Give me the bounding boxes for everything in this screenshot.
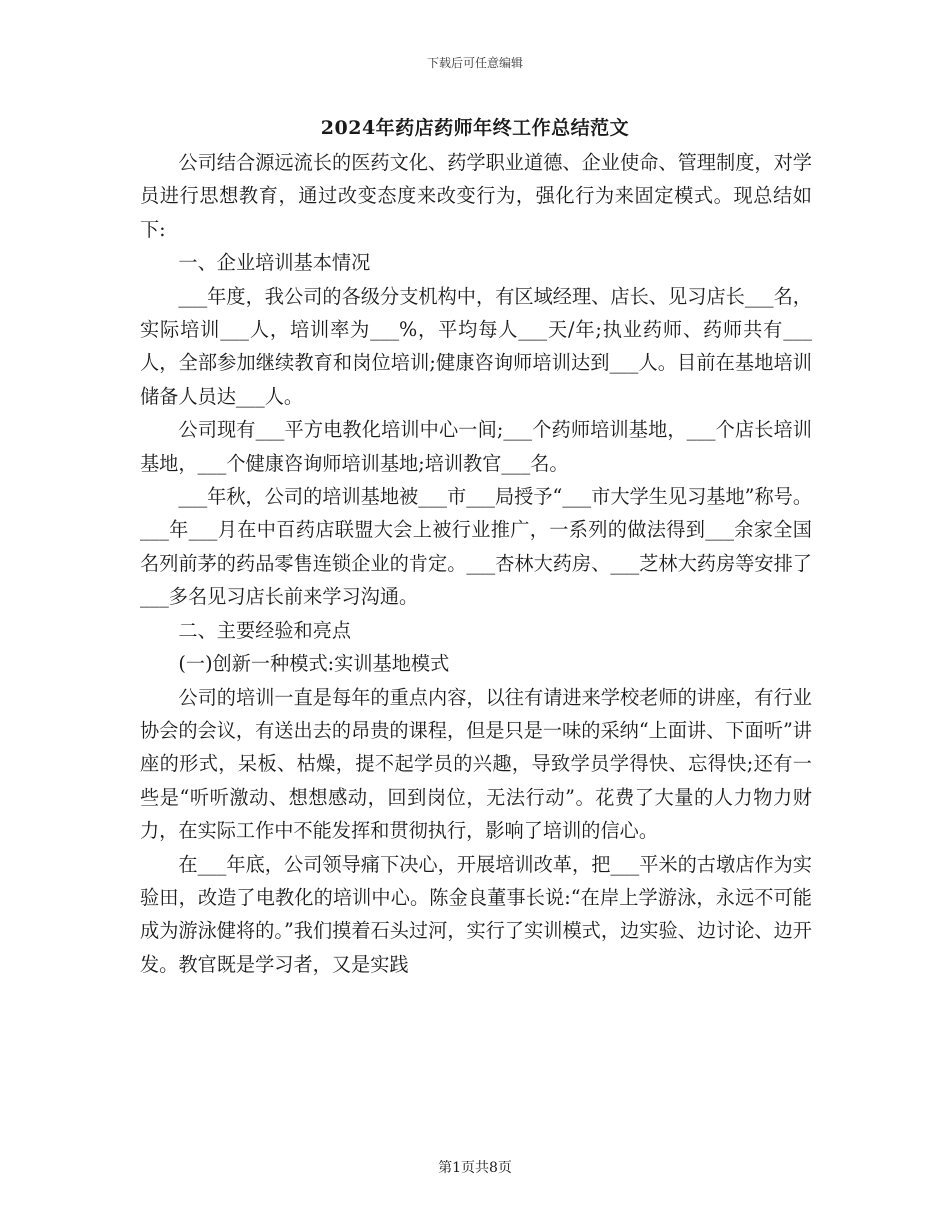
page-number: 第1页共8页 bbox=[438, 1160, 512, 1176]
paragraph-training-stats: ___年度，我公司的各级分支机构中，有区域经理、店长、见习店长___名，实际培训___人，培训率为___%，平均每人___天/年;执业药师、药师共有___人，全部参加继续教育和岗位培训;健康咨询师培训达到___人。目前在基地培训储备人员达___人。 bbox=[140, 284, 812, 408]
section-heading-2: 二、主要经验和亮点 bbox=[178, 618, 352, 642]
paragraph-past-training: 公司的培训一直是每年的重点内容，以往有请进来学校老师的讲座，有行业协会的会议，有送出去的昂贵的课程，但是只是一味的采纳“上面讲、下面听”讲座的形式，呆板、枯燥，提不起学员的兴趣，导致学员学得快、忘得快;还有一些是“听听激动、想想感动，回到岗位，无法行动”。花费了大量的人力物力财力，在实际工作中不能发挥和贯彻执行，影响了培训的信心。 bbox=[140, 685, 812, 843]
subsection-heading-1: (一)创新一种模式:实训基地模式 bbox=[178, 652, 450, 676]
document-body bbox=[140, 146, 812, 981]
paragraph-facilities: 公司现有___平方电教化培训中心一间;___个药师培训基地，___个店长培训基地，___个健康咨询师培训基地;培训教官___名。 bbox=[140, 418, 812, 475]
page-header-note: 下载后可任意编辑 bbox=[426, 56, 523, 70]
document-title: 2024年药店药师年终工作总结范文 bbox=[320, 117, 630, 139]
paragraph-recognition: ___年秋，公司的培训基地被___市___局授予“___市大学生见习基地”称号。___年___月在中百药店联盟大会上被行业推广，一系列的做法得到___余家全国名列前茅的药品零售连锁企业的肯定。___杏林大药房、___芝林大药房等安排了___多名见习店长前来学习沟通。 bbox=[140, 485, 813, 609]
section-heading-1: 一、企业培训基本情况 bbox=[178, 251, 371, 275]
paragraph-reform: 在___年底，公司领导痛下决心，开展培训改革，把___平米的古墩店作为实验田，改造了电教化的培训中心。陈金良董事长说:“在岸上学游泳，永远不可能成为游泳健将的。”我们摸着石头过河，实行了实训模式，边实验、边讨论、边开发。教官既是学习者，又是实践 bbox=[140, 852, 812, 976]
paragraph-intro: 公司结合源远流长的医药文化、药学职业道德、企业使命、管理制度，对学员进行思想教育，通过改变态度来改变行为，强化行为来固定模式。现总结如下: bbox=[140, 151, 812, 241]
